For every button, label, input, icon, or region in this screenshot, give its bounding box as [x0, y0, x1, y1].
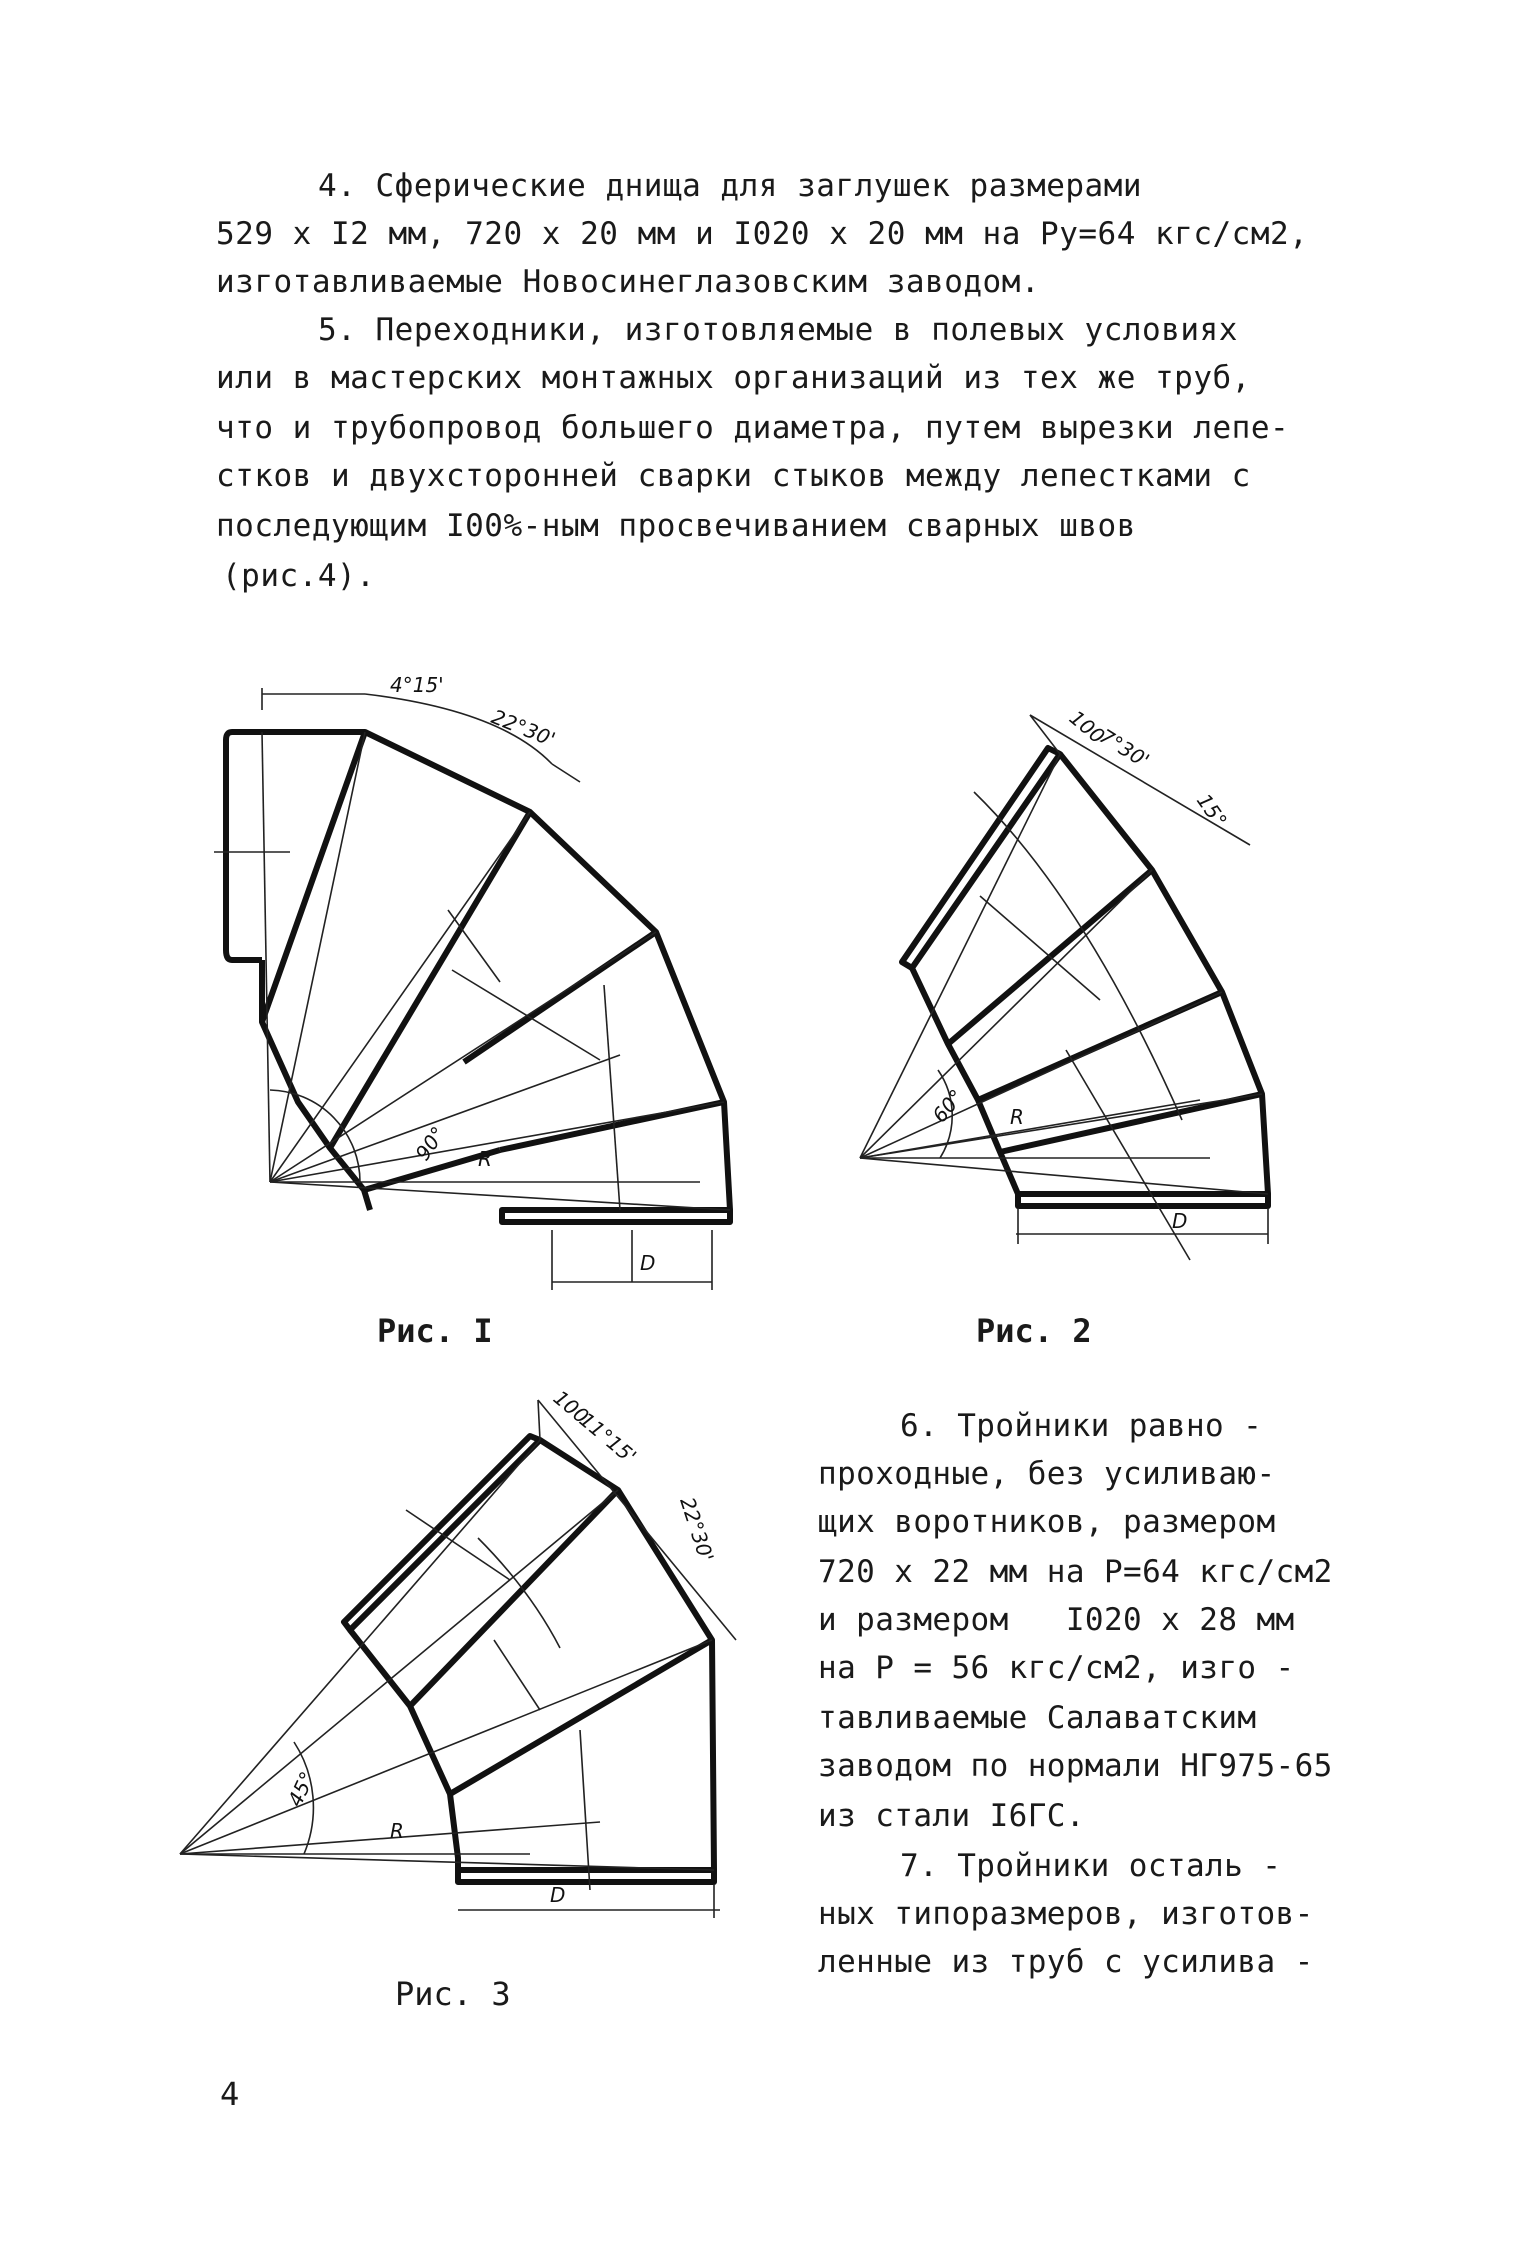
page-number: 4: [220, 2075, 240, 2113]
fig3-diameter-label: D: [550, 1883, 566, 1907]
p5-line-5: последующим I00%-ным просвечиванием сварных швов: [216, 508, 1136, 544]
figure-1-bend-diagram: [200, 670, 760, 1290]
fig1-diameter-label: D: [640, 1251, 656, 1275]
fig2-inner-contour: [912, 968, 1018, 1194]
p6-line-2: проходные, без усиливаю-: [818, 1456, 1276, 1492]
p5-line-3: что и трубопровод большего диаметра, путем вырезки лепе-: [216, 410, 1290, 446]
p6-line-6: на P = 56 кгс/см2, изго -: [818, 1650, 1295, 1686]
fig2-radius-label: R: [1010, 1105, 1024, 1129]
fig3-segment-angle: 22°30': [675, 1494, 719, 1565]
figure-1-caption: Рис. I: [377, 1312, 493, 1350]
fig2-joint-3: [1000, 1094, 1262, 1152]
fig1-joint-4: [500, 1102, 724, 1150]
fig1-joint-2: [330, 812, 530, 1148]
fig2-segment-angle: 15°: [1191, 789, 1232, 832]
p7-line-3: ленные из труб с усилива -: [818, 1944, 1314, 1980]
p5-line-1: 5. Переходники, изготовляемые в полевых условиях: [318, 312, 1238, 348]
fig1-outlet: [502, 1210, 730, 1222]
fig3-small-angle: 11°15': [574, 1407, 642, 1469]
p7-line-1: 7. Тройники осталь -: [900, 1848, 1282, 1884]
fig1-pipe-end: [226, 732, 262, 960]
p6-line-7: тавливаемые Салаватским: [818, 1700, 1257, 1736]
p6-line-1: 6. Тройники равно -: [900, 1408, 1263, 1444]
fig3-outlet: [458, 1870, 714, 1882]
fig2-pipe-end: [902, 748, 1060, 968]
p4-line-3: изготавливаемые Новосинеглазовским заводом.: [216, 264, 1041, 300]
fig2-diameter-label: D: [1172, 1209, 1188, 1233]
fig1-radius-label: R: [478, 1147, 492, 1171]
fig3-total-angle: 45°: [282, 1767, 320, 1811]
fig2-offset: 100: [1064, 705, 1110, 749]
figure-3-bend-diagram: [180, 1385, 780, 1920]
p6-line-9: из стали I6ГС.: [818, 1798, 1085, 1834]
fig1-construction-lines: [214, 688, 730, 1290]
fig3-joint-2: [450, 1640, 712, 1794]
fig2-outlet: [1018, 1194, 1268, 1206]
p6-line-3: щих воротников, размером: [818, 1504, 1276, 1540]
p6-line-5: и размером I020 x 28 мм: [818, 1602, 1295, 1638]
figure-3-caption: Рис. 3: [395, 1975, 511, 2013]
p7-line-2: ных типоразмеров, изготов-: [818, 1896, 1314, 1932]
p5-line-2: или в мастерских монтажных организаций из тех же труб,: [216, 360, 1251, 396]
fig2-small-angle: 7°30': [1095, 723, 1154, 773]
p5-line-6: (рис.4).: [222, 558, 376, 594]
p6-line-8: заводом по нормали НГ975-65: [818, 1748, 1333, 1784]
fig1-small-angle: 4°15': [390, 673, 444, 697]
fig2-outer-contour: [1060, 754, 1268, 1194]
fig1-outer-contour: [262, 732, 730, 1210]
fig1-segment-angle: 22°30': [488, 704, 559, 752]
fig1-total-angle: 90°: [410, 1122, 451, 1165]
fig2-total-angle: 60°: [927, 1084, 969, 1128]
p6-line-4: 720 x 22 мм на P=64 кгс/см2: [818, 1554, 1333, 1590]
fig3-offset: 100: [548, 1385, 594, 1429]
p4-line-1: 4. Сферические днища для заглушек размерами: [318, 168, 1143, 204]
fig1-inner-contour: [262, 960, 370, 1210]
figure-2-bend-diagram: [850, 700, 1310, 1260]
p4-line-2: 529 x I2 мм, 720 x 20 мм и I020 x 20 мм на Py=64 кгс/см2,: [216, 216, 1309, 252]
figure-2-caption: Рис. 2: [976, 1312, 1092, 1350]
p5-line-4: стков и двухсторонней сварки стыков между лепестками с: [216, 458, 1251, 494]
fig3-radius-label: R: [390, 1819, 404, 1843]
